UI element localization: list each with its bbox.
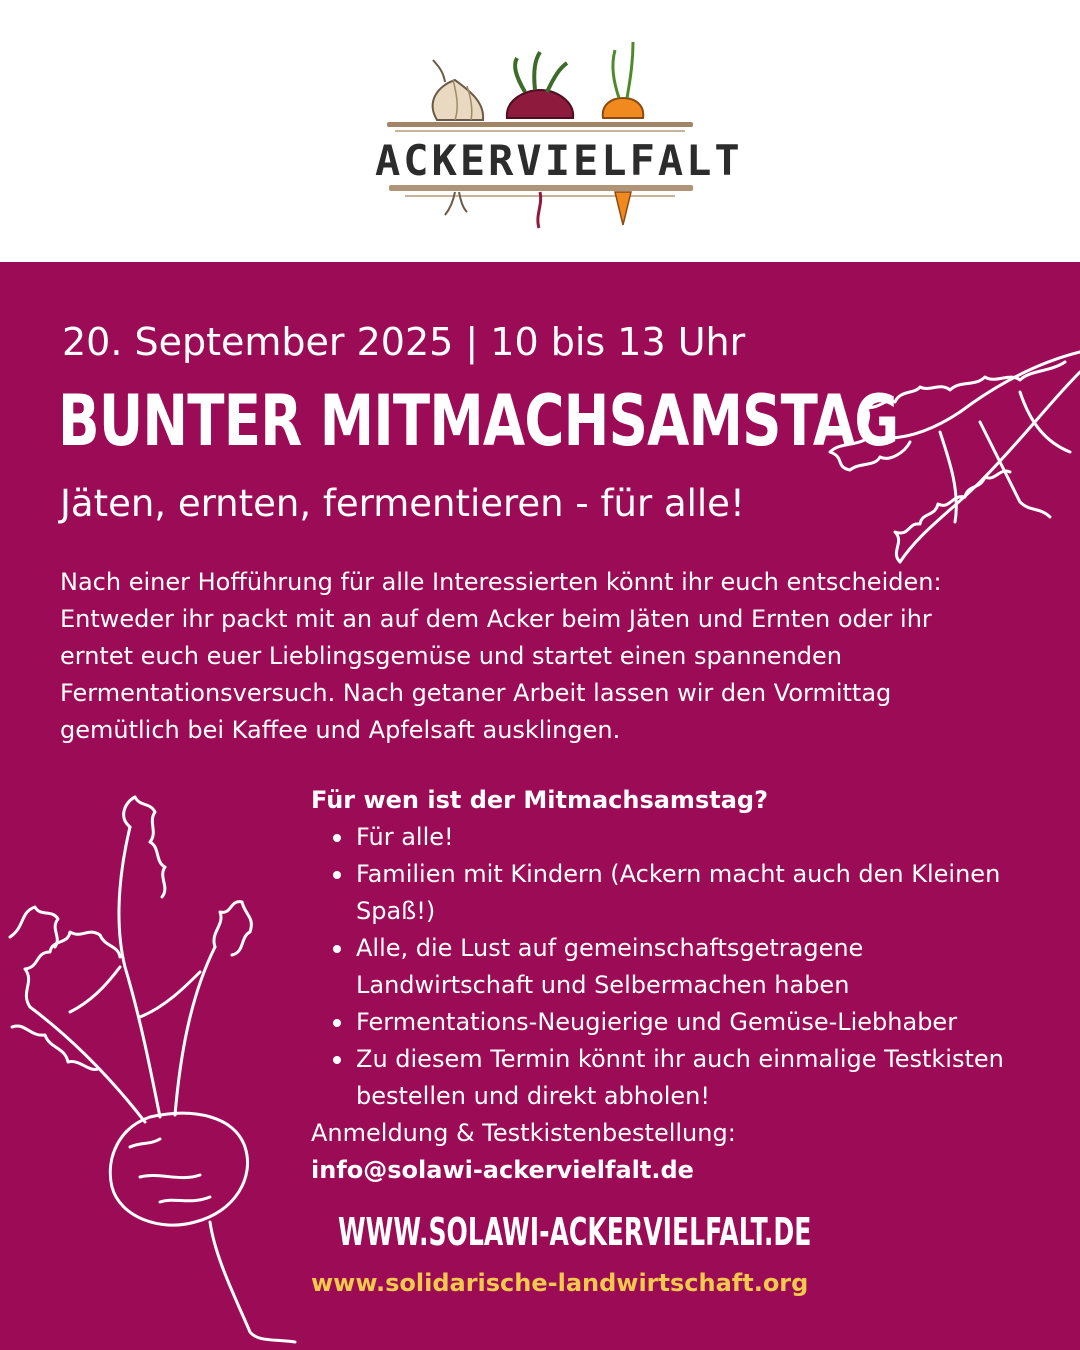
logo <box>375 30 743 235</box>
audience-list <box>311 819 1011 1115</box>
contact-email-link[interactable]: info@solawi-ackervielfalt.de <box>311 1156 694 1184</box>
list-item: Für alle! <box>311 819 1011 856</box>
event-title: BUNTER MITMACHSAMSTAG <box>58 380 899 462</box>
event-subtitle: Jäten, ernten, fermentieren - für alle! <box>60 482 745 525</box>
vegetables-logo-icon <box>375 30 743 235</box>
website-link[interactable]: WWW.SOLAWI-ACKERVIELFALT.DE <box>338 1210 812 1254</box>
event-description: Nach einer Hofführung für alle Interessierten könnt ihr euch entscheiden: Entweder ihr packt mit an auf dem Acker beim Jäten und Ernten oder ihr erntet euch euer Lieblingsgemüse und startet einen spannenden Fermentationsversuch. Nach getaner Arbeit lassen wir den Vormittag gemütlich bei Kaffee und Apfelsaft ausklingen. <box>60 568 942 744</box>
header <box>0 0 1080 262</box>
audience-section <box>311 782 1011 1189</box>
list-item: Fermentations-Neugierige und Gemüse-Liebhaber <box>311 1004 1011 1041</box>
event-date-time: 20. September 2025 | 10 bis 13 Uhr <box>62 320 746 364</box>
event-panel <box>0 262 1080 1350</box>
list-item: Alle, die Lust auf gemeinschaftsgetragene Landwirtschaft und Selbermachen haben <box>311 930 1011 1004</box>
list-item: Zu diesem Termin könnt ihr auch einmalige Testkisten bestellen und direkt abholen! <box>311 1041 1011 1115</box>
audience-heading: Für wen ist der Mitmachsamstag? <box>311 786 768 814</box>
network-website-link[interactable]: www.solidarische-landwirtschaft.org <box>311 1269 809 1297</box>
registration-label: Anmeldung & Testkistenbestellung: <box>311 1119 736 1147</box>
logo-text: ACKERVIELFALT <box>375 136 743 185</box>
list-item: Familien mit Kindern (Ackern macht auch den Kleinen Spaß!) <box>311 856 1011 930</box>
beetroot-icon <box>0 787 310 1347</box>
